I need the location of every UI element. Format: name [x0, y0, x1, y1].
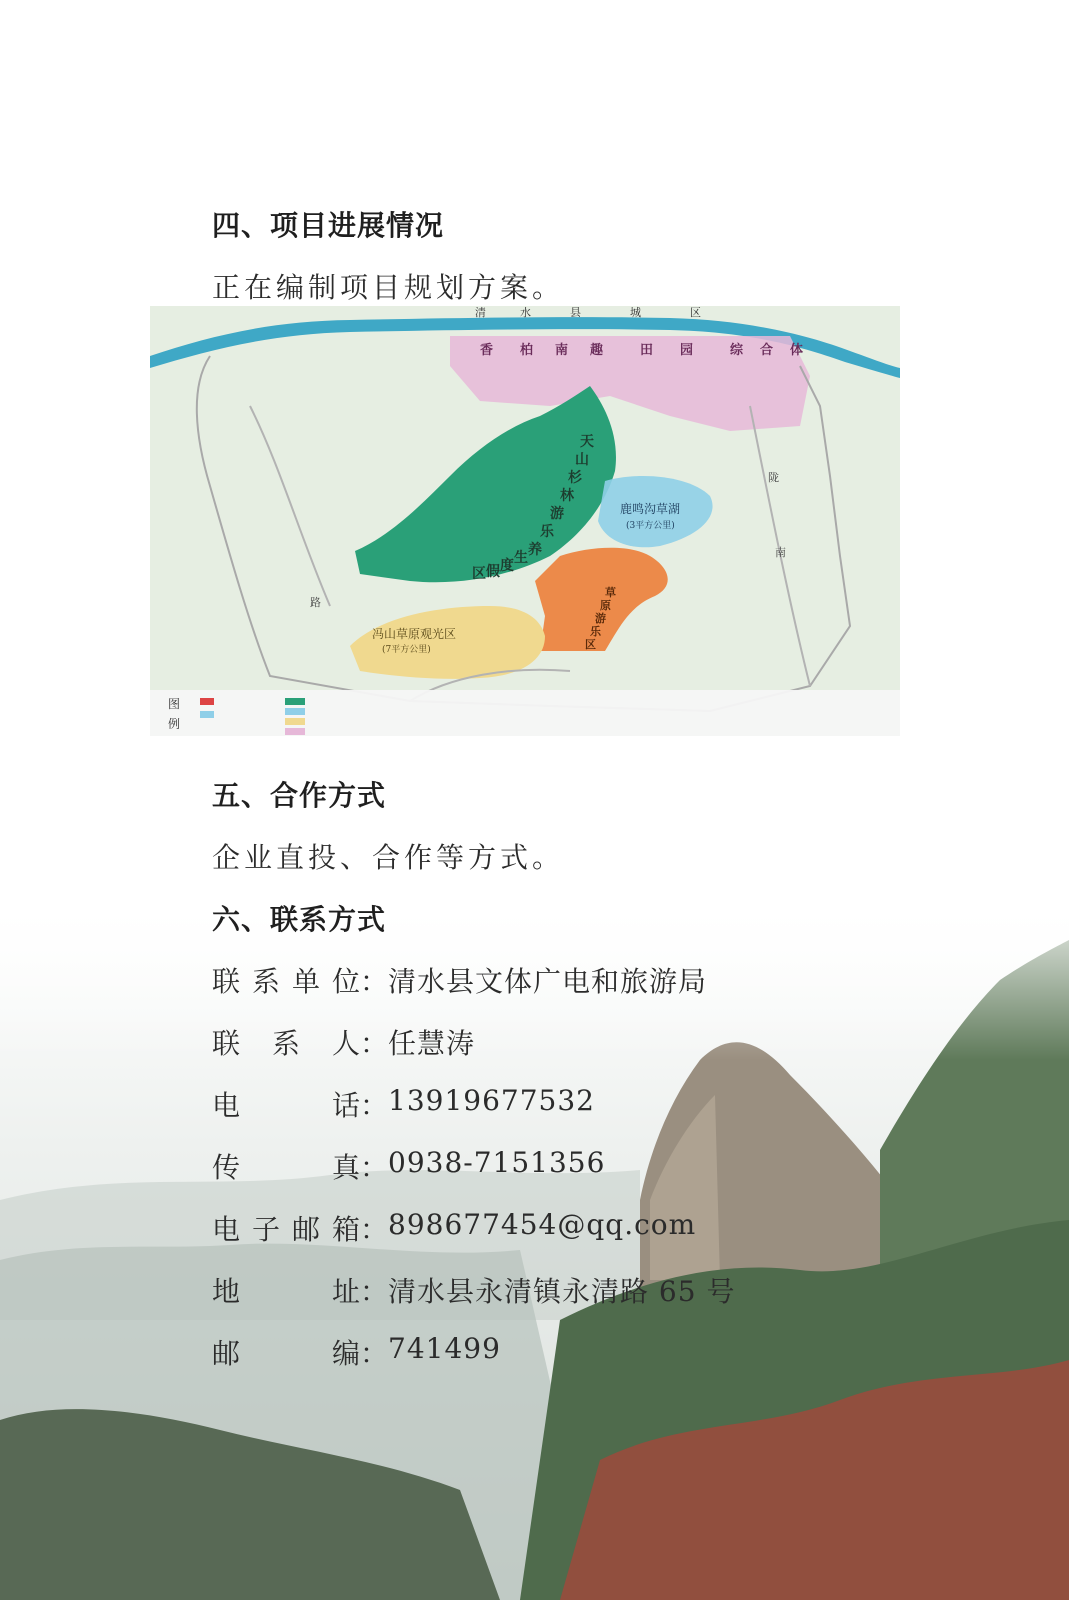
- contact-row-fax: [212, 1146, 605, 1186]
- map-orange-label-3: 游: [595, 612, 606, 625]
- label-char: 箱: [331, 1213, 360, 1246]
- map-top-label-5: 区: [690, 306, 701, 319]
- map-blue-zone-label: 鹿鸣沟草湖: [620, 502, 681, 516]
- contact-row-postcode: [212, 1332, 501, 1372]
- map-top-label-2: 水: [520, 306, 531, 319]
- contact-row-email: [212, 1208, 696, 1248]
- map-side-label-3: 路: [310, 596, 321, 609]
- contact-value-phone: 13919677532: [388, 1084, 595, 1117]
- label-char: 单: [291, 965, 320, 998]
- label-char: 邮: [212, 1337, 241, 1370]
- map-green-label-2: 山: [575, 452, 589, 468]
- map-yellow-zone-sub: (7平方公里): [382, 645, 431, 655]
- map-top-label-3: 县: [570, 306, 581, 319]
- label-char: 电: [212, 1213, 241, 1246]
- contact-row-unit: [212, 960, 707, 1000]
- map-pink-label-5: 田: [640, 343, 654, 358]
- label-char: 系: [271, 1027, 300, 1060]
- label-char: 子: [251, 1213, 280, 1246]
- map-green-label-11: 区: [472, 566, 486, 582]
- map-side-label-1: 陇: [768, 471, 779, 484]
- contact-value-person: 任慧涛: [388, 1027, 476, 1060]
- contact-label-postcode: [212, 1332, 360, 1372]
- label-char: 地: [212, 1275, 241, 1308]
- label-char: 邮: [291, 1213, 320, 1246]
- map-pink-label-2: 柏: [520, 343, 534, 358]
- map-green-label-6: 乐: [540, 524, 554, 540]
- map-legend-title-2: 例: [168, 717, 181, 731]
- label-colon: ：: [360, 1027, 389, 1060]
- contact-label-person: [212, 1022, 360, 1062]
- map-orange-label-5: 区: [585, 638, 596, 651]
- map-orange-label-4: 乐: [590, 625, 601, 638]
- contact-label-phone: [212, 1084, 360, 1124]
- label-char: 话: [331, 1089, 360, 1122]
- label-char: 系: [251, 965, 280, 998]
- label-colon: ：: [360, 1089, 389, 1122]
- label-char: 人: [331, 1027, 360, 1060]
- contact-label-fax: [212, 1146, 360, 1186]
- map-green-label-5: 游: [550, 506, 564, 522]
- label-char: 真: [331, 1151, 360, 1184]
- contact-row-person: [212, 1022, 475, 1062]
- map-pink-label-1: 香: [480, 343, 494, 358]
- map-pink-label-6: 园: [680, 343, 694, 358]
- label-char: 址: [331, 1275, 360, 1308]
- section-6-heading: 六、联系方式: [212, 903, 387, 936]
- contact-row-address: [212, 1270, 735, 1310]
- mountain-landscape-image: [0, 900, 1069, 1600]
- planning-map: [150, 306, 900, 736]
- map-pink-label-3: 南: [555, 343, 569, 358]
- map-pink-label-9: 体: [790, 343, 804, 358]
- contact-value-address: 清水县永清镇永清路 65 号: [388, 1275, 736, 1308]
- map-blue-zone-sub: (3平方公里): [626, 521, 675, 531]
- map-top-label-4: 城: [630, 306, 641, 319]
- section-4-body: 正在编制项目规划方案。: [212, 271, 565, 304]
- map-legend-title-1: 图: [168, 697, 181, 711]
- label-colon: ：: [360, 1213, 389, 1246]
- map-green-label-4: 林: [560, 488, 574, 504]
- map-pink-label-4: 趣: [590, 343, 604, 358]
- label-colon: ：: [360, 1337, 389, 1370]
- label-colon: ：: [360, 1275, 389, 1308]
- label-char: 电: [212, 1089, 241, 1122]
- contact-label-address: [212, 1270, 360, 1310]
- map-green-label-8: 生: [514, 550, 528, 566]
- label-char: 联: [212, 1027, 241, 1060]
- section-5-body: 企业直投、合作等方式。: [212, 841, 565, 874]
- map-side-label-2: 南: [775, 546, 786, 559]
- contact-label-email: [212, 1208, 360, 1248]
- label-colon: ：: [360, 1151, 389, 1184]
- map-pink-label-7: 综: [730, 343, 744, 358]
- map-green-label-3: 杉: [568, 470, 582, 486]
- contact-value-fax: 0938-7151356: [388, 1146, 606, 1179]
- contact-value-email: 898677454@qq.com: [388, 1208, 697, 1241]
- map-yellow-zone-label: 冯山草原观光区: [372, 627, 457, 641]
- label-char: 传: [212, 1151, 241, 1184]
- map-orange-label-1: 草: [605, 586, 616, 599]
- map-green-label-9: 度: [500, 558, 514, 574]
- map-green-label-1: 天: [580, 434, 594, 450]
- contact-row-phone: [212, 1084, 595, 1124]
- section-5-heading: 五、合作方式: [212, 779, 387, 812]
- map-orange-label-2: 原: [600, 599, 611, 612]
- map-green-label-10: 假: [486, 564, 500, 580]
- contact-value-unit: 清水县文体广电和旅游局: [388, 965, 708, 998]
- label-colon: ：: [360, 965, 389, 998]
- label-char: 联: [212, 965, 241, 998]
- contact-label-unit: [212, 960, 360, 1000]
- label-char: 编: [331, 1337, 360, 1370]
- label-char: 位: [331, 965, 360, 998]
- map-pink-label-8: 合: [760, 343, 774, 358]
- map-green-label-7: 养: [528, 542, 542, 558]
- map-top-label-1: 清: [475, 306, 486, 319]
- contact-value-postcode: 741499: [388, 1332, 501, 1365]
- section-4-heading: 四、项目进展情况: [212, 209, 445, 242]
